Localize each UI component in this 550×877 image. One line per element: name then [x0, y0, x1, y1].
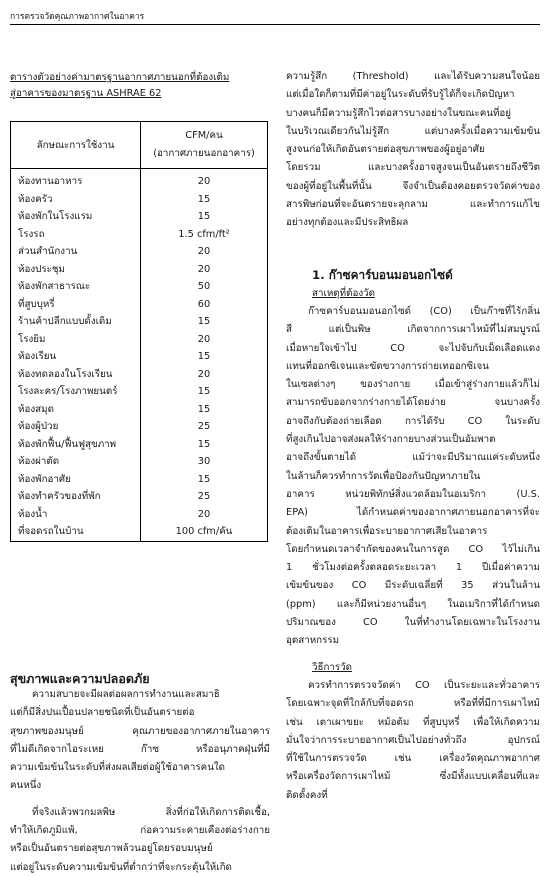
text-line: แทนที่ออกซิเจนและขัดขวางการถ่ายเทออกซิเจน	[286, 360, 489, 372]
text-line: หรือเครื่องวัดการเผาไหม้ ซึ่งมีทั้งแบบเคลื่อนที่และ	[286, 771, 540, 783]
table-row	[11, 401, 268, 419]
cfm-value-cell: 15	[141, 313, 268, 331]
text-line: เข้มข้นของ CO มีระดับเฉลี่ยที่ 35 ส่วนในล้าน	[286, 580, 540, 592]
cfm-value-cell: 20	[141, 261, 268, 279]
cfm-value-cell: 50	[141, 278, 268, 296]
cfm-value-cell: 1.5 cfm/ft²	[141, 226, 268, 244]
text-line: อย่างทุกต้องและมีประสิทธิผล	[286, 217, 409, 229]
text-line: ที่ไม่ดีเกิดจากไอระเหย ก๊าซ หรืออนุภาคฝุ่นที่มี	[10, 743, 270, 755]
text-line: แต่ก็มีสิ่งปนเปื้อนปลายชนิดที่เป็นอันตรายต่อ	[10, 707, 195, 719]
text-line: สารพิษก่อนที่จะอันตรายจะลุกลาม และทำการแก้ไข	[286, 199, 540, 211]
text-line: มั่นใจว่าการระบายอากาศเป็นไปอย่างทั่วถึง อุปกรณ์	[286, 734, 540, 746]
text-line: อาจถึงขั้นตายได้ แม้ว่าจะมีปริมาณแค่ระดับหนึ่ง	[286, 452, 540, 464]
column-header-usage: ลักษณะการใช้งาน	[11, 122, 141, 169]
text-line: ความรู้สึก (Threshold) และได้รับความสนใจน้อย	[286, 71, 540, 82]
text-line: บางคนก็มีความรู้สึกไวต่อสารบางอย่างในขณะคนที่อยู่	[286, 107, 512, 119]
usage-cell: ห้องทานอาหาร	[11, 169, 141, 191]
right-column	[286, 68, 540, 805]
table-row	[11, 383, 268, 401]
text-line: ควรทำการตรวจวัดค่า CO เป็นระยะและทั่วอาคาร	[308, 679, 540, 691]
usage-cell: ห้องผ่าตัด	[11, 453, 141, 471]
cfm-value-cell: 15	[141, 436, 268, 454]
text-line: โดยรวม และบางครั้งอาจสูงจนเป็นอันตรายถึงชีวิต	[286, 162, 540, 174]
table-row	[11, 453, 268, 471]
text-line: อาคาร หน่วยพิทักษ์สิ่งแวดล้อมในอเมริกา (U.S.	[286, 488, 540, 500]
co-section-title: 1. ก๊าซคาร์บอนมอนอกไซด์	[312, 267, 453, 282]
cfm-header-line: (อากาศภายนอกอาคาร)	[153, 148, 255, 159]
caption-line: สู่อาคารของมาตรฐาน ASHRAE 62	[10, 88, 162, 99]
text-line: (ppm) และก็มีหน่วยงานอื่นๆ ในอเมริกาที่ได้กำหนด	[286, 598, 540, 610]
text-line: อาจถึงกับต้องถ่ายเลือด การได้รับ CO ในระดับ	[286, 415, 540, 427]
text-line: ที่สูงเกินไปอาจส่งผลให้ร่างกายบางส่วนเป็นอัมพาต	[286, 434, 496, 446]
text-line: หรือเป็นอันตรายต่อสุขภาพล้วนอยู่โดยรอบมนุษย์	[10, 843, 213, 855]
table-row	[11, 191, 268, 209]
usage-cell: ห้องทำครัวของที่พัก	[11, 488, 141, 506]
text-line: ความเข้มข้นในระดับที่ส่งผลเสียต่อผู้ใช้อาคารคนใด	[10, 762, 226, 774]
text-line: 1 ชั่วโมงต่อครั้งตลอดระยะเวลา 1 ปีเมื่อค่าความ	[286, 562, 540, 574]
method-subheading: วิธีการวัด	[312, 661, 353, 673]
table-row	[11, 488, 268, 506]
cfm-value-cell: 20	[141, 243, 268, 261]
text-line: อุตสาหกรรม	[286, 635, 340, 647]
table-row	[11, 331, 268, 349]
text-line: EPA) ได้กำหนดค่าของอากาศภายนอกอาคารที่จะ	[286, 507, 540, 519]
cfm-value-cell: 15	[141, 191, 268, 209]
usage-cell: ห้องพักอาศัย	[11, 471, 141, 489]
text-line: ในล้านก็ควรทำการวัดเพื่อป้องกันปัญหาภายใน	[286, 470, 481, 482]
text-line: แต่อยู่ในระดับความเข้มข้นที่ต่ำกว่าที่จะกระตุ้นให้เกิด	[10, 861, 232, 873]
usage-cell: ร้านค้าปลีกแบบดั้งเดิม	[11, 313, 141, 331]
health-safety-text	[10, 686, 270, 877]
cfm-value-cell: 25	[141, 488, 268, 506]
text-line: โดยกำหนดเวลาจำกัดของคนในการสูด CO ไว้ไม่เกิน	[286, 543, 540, 555]
cfm-value-cell: 30	[141, 453, 268, 471]
table-row	[11, 506, 268, 524]
cfm-value-cell: 100 cfm/คัน	[141, 523, 268, 541]
usage-cell: โรงรถ	[11, 226, 141, 244]
usage-cell: ห้องพักฟื้น/ฟื้นฟูสุขภาพ	[11, 436, 141, 454]
table-row	[11, 296, 268, 314]
table-row	[11, 366, 268, 384]
text-line: สูงจนก่อให้เกิดอันตรายต่อสุขภาพของผู้อยู่อาศัย	[286, 144, 485, 156]
table-row	[11, 278, 268, 296]
usage-cell: ห้องทดลองในโรงเรียน	[11, 366, 141, 384]
table-row	[11, 348, 268, 366]
text-line: ที่จริงแล้วพวกมลพิษ สิ่งที่ก่อให้เกิดการติดเชื้อ,	[32, 806, 270, 818]
text-line: ก๊าซคาร์บอนมอนอกไซด์ (CO) เป็นก๊าซที่ไร้กลิ่น	[308, 305, 540, 317]
text-line: คนหนึ่ง	[10, 780, 42, 792]
text-line: ทำให้เกิดภูมิแพ้, ก่อความระคายเคืองต่อร่างกาย	[10, 825, 270, 837]
usage-cell: ห้องน้ำ	[11, 506, 141, 524]
usage-cell: ที่สูบบุหรี่	[11, 296, 141, 314]
ashrae-ventilation-table	[10, 121, 268, 542]
text-line: ในเซลต่างๆ ของร่างกาย เมื่อเข้าสู่ร่างกายแล้วก็ไม่	[286, 379, 540, 391]
header-rule	[10, 24, 540, 25]
usage-cell: ห้องครัว	[11, 191, 141, 209]
usage-cell: ห้องพักสาธารณะ	[11, 278, 141, 296]
table-row	[11, 418, 268, 436]
cfm-value-cell: 60	[141, 296, 268, 314]
usage-cell: ห้องผู้ป่วย	[11, 418, 141, 436]
cause-subheading: สาเหตุที่ต้องวัด	[312, 287, 376, 299]
text-line: ปริมาณของ CO ในที่ทำงานโดยเฉพาะในโรงงาน	[286, 617, 540, 629]
table-row	[11, 226, 268, 244]
column-header-cfm	[141, 122, 268, 169]
text-line: ความสบายจะมีผลต่อผลการทำงานและสมาธิ	[32, 689, 220, 700]
table-row	[11, 169, 268, 191]
text-line: ต้องเติมในอาคารเพื่อระบายอากาศเสียในอาคาร	[286, 525, 488, 537]
cfm-value-cell: 15	[141, 383, 268, 401]
table-row	[11, 313, 268, 331]
table-row	[11, 261, 268, 279]
cfm-value-cell: 15	[141, 348, 268, 366]
cfm-value-cell: 25	[141, 418, 268, 436]
table-row	[11, 243, 268, 261]
text-line: ติดตั้งคงที่	[286, 789, 328, 801]
cfm-value-cell: 20	[141, 331, 268, 349]
section-title-health-safety: สุขภาพและความปลอดภัย	[10, 671, 150, 686]
table-caption	[10, 70, 265, 102]
usage-cell: ห้องประชุม	[11, 261, 141, 279]
running-header: การตรวจวัดคุณภาพอากาศในอาคาร	[10, 12, 145, 22]
usage-cell: ส่วนสำนักงาน	[11, 243, 141, 261]
text-line: ของผู้ที่อยู่ในพื้นที่นั้น จึงจำเป็นต้องคอยตรวจวัดค่าของ	[286, 180, 540, 192]
cfm-value-cell: 20	[141, 506, 268, 524]
table-row	[11, 471, 268, 489]
usage-cell: โรงยิม	[11, 331, 141, 349]
cfm-header-line: CFM/คน	[185, 130, 223, 141]
caption-line: ตารางตัวอย่างค่ามาตรฐานอากาศภายนอกที่ต้องเติม	[10, 72, 230, 83]
cfm-value-cell: 15	[141, 471, 268, 489]
text-line: โดยเฉพาะจุดที่ใกล้กับที่จอดรถ หรือที่ที่มีการเผาไหม้	[286, 698, 540, 710]
text-line: เช่น เตาเผาขยะ หม้อต้ม ที่สูบบุหรี่ เพื่อให้เกิดความ	[286, 716, 540, 728]
cfm-value-cell: 15	[141, 401, 268, 419]
usage-cell: ห้องสมุด	[11, 401, 141, 419]
usage-cell: ที่จอดรถในบ้าน	[11, 523, 141, 541]
usage-cell: ห้องพักในโรงแรม	[11, 208, 141, 226]
cfm-value-cell: 20	[141, 366, 268, 384]
text-line: สามารถขับออกจากร่างกายได้โดยง่าย จนบางครั้ง	[286, 397, 540, 409]
text-line: เมื่อหายใจเข้าไป CO จะไปจับกับเม็ดเลือดแดง	[286, 342, 540, 354]
cfm-value-cell: 15	[141, 208, 268, 226]
table-row	[11, 523, 268, 541]
table-row	[11, 436, 268, 454]
text-line: แต่เมื่อใดก็ตามที่มีค่าอยู่ในระดับที่รับรู้ได้ก็จะเกิดปัญหา	[286, 89, 515, 101]
usage-cell: โรงละคร/โรงภาพยนตร์	[11, 383, 141, 401]
usage-cell: ห้องเรียน	[11, 348, 141, 366]
text-line: สุขภาพของมนุษย์ คุณภายของอากาศภายในอาคาร	[10, 725, 270, 737]
text-line: ที่ใช้ในการตรวจวัด เช่น เครื่องวัดคุณภาพอากาศ	[286, 753, 540, 765]
cfm-value-cell: 20	[141, 169, 268, 191]
table-row	[11, 208, 268, 226]
text-line: ในบริเวณเดียวกันไม่รู้สึก แต่บางครั้งเมื่อความเข้มข้น	[286, 125, 540, 137]
text-line: สี แต่เป็นพิษ เกิดจากการเผาไหม้ที่ไม่สมบูรณ์	[286, 324, 540, 336]
